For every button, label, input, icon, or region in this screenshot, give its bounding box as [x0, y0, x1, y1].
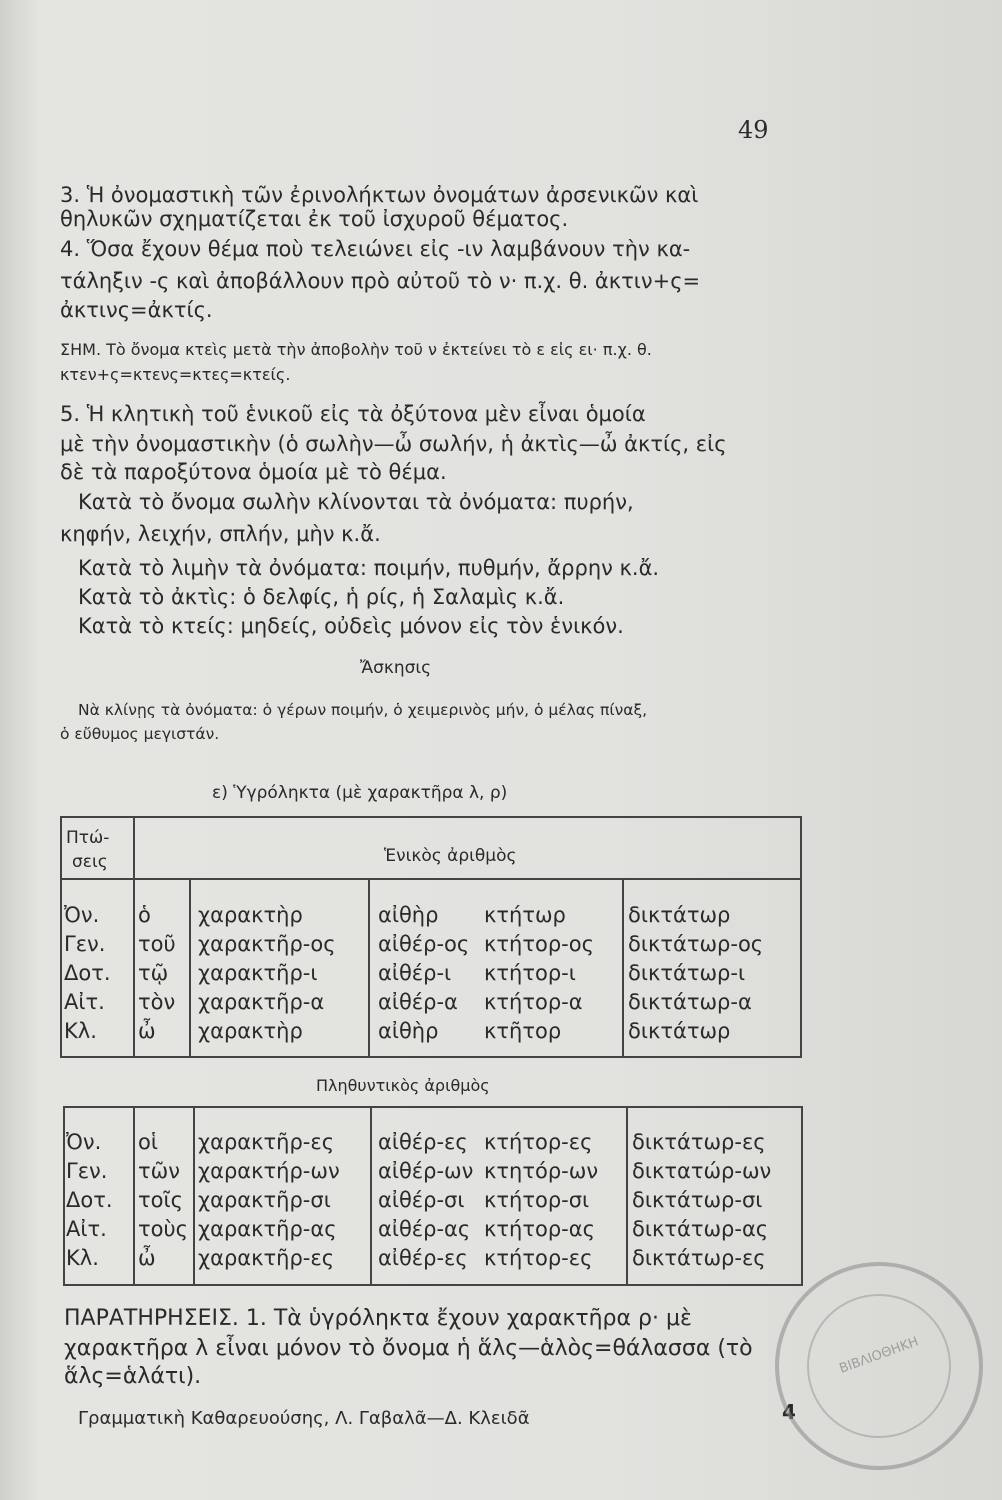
- plural-cell-c1: χαρακτῆρ-ες: [198, 1130, 335, 1154]
- plural-cell-art: ὦ: [138, 1246, 156, 1270]
- paragraph-7: Κατὰ τὸ λιμὴν τὰ ὀνόματα: ποιμήν, πυθμήν, ἄρρην κ.ἄ.: [78, 556, 660, 580]
- plural-cell-c4: δικτάτωρ-σι: [632, 1188, 763, 1212]
- col-header-line2: σεις: [72, 852, 108, 872]
- singular-cell-c1: χαρακτὴρ: [198, 903, 303, 927]
- singular-cell-art: ὁ: [138, 903, 151, 927]
- plural-col-divider-2: [193, 1106, 195, 1284]
- plural-cell-case: Γεν.: [66, 1159, 108, 1183]
- plural-cell-c2: αἰθέρ-ας: [378, 1217, 471, 1241]
- plural-cell-c2: αἰθέρ-ων: [378, 1159, 474, 1183]
- plural-cell-c4: δικτάτωρ-ας: [632, 1217, 769, 1241]
- paragraph-3-line2: θηλυκῶν σχηματίζεται ἐκ τοῦ ἰσχυροῦ θέματος.: [60, 207, 569, 231]
- paragraph-5-line1: 5. Ἡ κλητικὴ τοῦ ἑνικοῦ εἰς τὰ ὀξύτονα μὲν εἶναι ὁμοία: [60, 402, 646, 426]
- singular-cell-c2: αἰθὴρ: [378, 1019, 439, 1043]
- singular-cell-case: Ὀν.: [64, 903, 100, 927]
- remarks-line2: χαρακτῆρα λ εἶναι μόνον τὸ ὄνομα ἡ ἅλς—ἁλὸς=θάλασσα (τὸ: [64, 1336, 753, 1361]
- col-header-line1: Πτώ-: [66, 828, 110, 848]
- singular-cell-c3: κτήτωρ: [484, 903, 566, 927]
- singular-cell-c3: κτήτορ-ι: [484, 961, 576, 985]
- singular-col-divider-3: [368, 878, 370, 1056]
- singular-cell-c3: κτῆτορ: [484, 1019, 562, 1043]
- singular-cell-c2: αἰθὴρ: [378, 903, 439, 927]
- plural-col-divider-3: [370, 1106, 372, 1284]
- plural-cell-c3: κτήτορ-σι: [484, 1188, 590, 1212]
- plural-cell-c2: αἰθέρ-ες: [378, 1246, 468, 1270]
- paragraph-4-line1: 4. Ὅσα ἔχουν θέμα ποὺ τελειώνει εἰς -ιν λαμβάνουν τὴν κα-: [60, 237, 691, 261]
- exercise-line2: ὁ εὔθυμος μεγιστάν.: [60, 725, 220, 743]
- singular-cell-c4: δικτάτωρ-ι: [628, 961, 746, 985]
- plural-cell-case: Κλ.: [66, 1246, 99, 1270]
- singular-cell-art: τοῦ: [138, 932, 176, 956]
- plural-cell-art: τοῖς: [138, 1188, 183, 1212]
- paragraph-6-line2: κηφήν, λειχήν, σπλήν, μὴν κ.ἄ.: [60, 522, 381, 546]
- singular-col-divider-4: [622, 878, 624, 1056]
- plural-cell-c4: δικτάτωρ-ες: [632, 1130, 766, 1154]
- singular-cell-case: Γεν.: [64, 932, 106, 956]
- singular-cell-c4: δικτάτωρ-α: [628, 990, 752, 1014]
- plural-cell-c3: κτήτορ-ες: [484, 1246, 593, 1270]
- paragraph-5-line2: μὲ τὴν ὀνομαστικὴν (ὁ σωλὴν—ὦ σωλήν, ἡ ἀκτὶς—ὦ ἀκτίς, εἰς: [60, 432, 727, 456]
- plural-cell-art: τοὺς: [138, 1217, 188, 1241]
- plural-cell-c4: δικτατώρ-ων: [632, 1159, 772, 1183]
- plural-cell-case: Δοτ.: [66, 1188, 113, 1212]
- signature-mark: 4: [782, 1400, 796, 1424]
- paragraph-6-line1: Κατὰ τὸ ὄνομα σωλὴν κλίνονται τὰ ὀνόματα: πυρήν,: [78, 490, 634, 514]
- remarks-line3: ἅλς=ἁλάτι).: [64, 1364, 202, 1389]
- plural-cell-c2: αἰθέρ-ες: [378, 1130, 468, 1154]
- note-line1: ΣΗΜ. Τὸ ὄνομα κτεὶς μετὰ τὴν ἀποβολὴν τοῦ ν ἐκτείνει τὸ ε εἰς ει· π.χ. θ.: [60, 340, 652, 359]
- footer-title: Γραμματικὴ Καθαρευούσης, Λ. Γαβαλᾶ—Δ. Κλειδᾶ: [78, 1408, 530, 1429]
- singular-cell-c3: κτήτορ-ος: [484, 932, 594, 956]
- plural-cell-c1: χαρακτήρ-ων: [198, 1159, 340, 1183]
- singular-cell-art: ὦ: [138, 1019, 156, 1043]
- singular-cell-c4: δικτάτωρ: [628, 1019, 731, 1043]
- paragraph-5-line3: δὲ τὰ παροξύτονα ὁμοία μὲ τὸ θέμα.: [60, 460, 447, 484]
- singular-header-divider: [60, 878, 800, 880]
- singular-cell-case: Κλ.: [64, 1019, 97, 1043]
- singular-cell-case: Αἰτ.: [64, 990, 105, 1014]
- singular-cell-case: Δοτ.: [64, 961, 111, 985]
- section-title: ε) Ὑγρόληκτα (μὲ χαρακτῆρα λ, ρ): [212, 783, 508, 803]
- plural-cell-c1: χαρακτῆρ-ας: [198, 1217, 337, 1241]
- exercise-title: Ἄσκησις: [360, 658, 432, 678]
- singular-cell-c2: αἰθέρ-α: [378, 990, 458, 1014]
- plural-cell-c1: χαρακτῆρ-σι: [198, 1188, 331, 1212]
- plural-cell-art: τῶν: [138, 1159, 180, 1183]
- singular-cell-c1: χαρακτῆρ-α: [198, 990, 325, 1014]
- plural-cell-case: Αἰτ.: [66, 1217, 107, 1241]
- plural-cell-c3: κτήτορ-ας: [484, 1217, 595, 1241]
- singular-title: Ἑνικὸς ἀριθμὸς: [384, 846, 517, 866]
- plural-cell-c4: δικτάτωρ-ες: [632, 1246, 766, 1270]
- note-line2: κτεν+ς=κτενς=κτες=κτείς.: [60, 365, 291, 384]
- singular-cell-c4: δικτάτωρ-ος: [628, 932, 764, 956]
- plural-cell-case: Ὀν.: [66, 1130, 102, 1154]
- singular-cell-c1: χαρακτῆρ-ος: [198, 932, 336, 956]
- singular-cell-art: τῷ: [138, 961, 169, 985]
- stamp-text: ΒΙΒΛΙΟΘΗΚΗ: [837, 1334, 921, 1377]
- paragraph-9: Κατὰ τὸ κτείς: μηδείς, οὐδεὶς μόνον εἰς τὸν ἑνικόν.: [78, 614, 624, 638]
- paragraph-3-line1: 3. Ἡ ὀνομαστικὴ τῶν ἐρινολήκτων ὀνομάτων ἀρσενικῶν καὶ: [60, 183, 699, 207]
- singular-cell-c2: αἰθέρ-ι: [378, 961, 452, 985]
- plural-title: Πληθυντικὸς ἀριθμὸς: [316, 1076, 490, 1095]
- paragraph-4-line3: ἀκτινς=ἀκτίς.: [60, 298, 213, 322]
- plural-cell-c2: αἰθέρ-σι: [378, 1188, 465, 1212]
- plural-cell-c1: χαρακτῆρ-ες: [198, 1246, 335, 1270]
- plural-col-divider-4: [626, 1106, 628, 1284]
- paragraph-8: Κατὰ τὸ ἀκτὶς: ὁ δελφίς, ἡ ρίς, ἡ Σαλαμὶς κ.ἄ.: [78, 585, 565, 609]
- singular-cell-c1: χαρακτὴρ: [198, 1019, 303, 1043]
- plural-cell-art: οἱ: [138, 1130, 158, 1154]
- page-number: 49: [738, 116, 769, 144]
- singular-cell-c4: δικτάτωρ: [628, 903, 731, 927]
- singular-cell-c1: χαρακτῆρ-ι: [198, 961, 318, 985]
- singular-col-divider-1: [133, 816, 135, 1056]
- exercise-line1: Νὰ κλίνῃς τὰ ὀνόματα: ὁ γέρων ποιμήν, ὁ χειμερινὸς μήν, ὁ μέλας πίναξ,: [78, 701, 648, 719]
- plural-col-divider-1: [133, 1106, 135, 1284]
- plural-cell-c3: κτήτορ-ες: [484, 1130, 593, 1154]
- paragraph-4-line2: τάληξιν -ς καὶ ἀποβάλλουν πρὸ αὐτοῦ τὸ ν· π.χ. θ. ἀκτιν+ς=: [60, 269, 701, 293]
- singular-cell-c3: κτήτορ-α: [484, 990, 583, 1014]
- singular-col-divider-2: [189, 878, 191, 1056]
- remarks-line1: ΠΑΡΑΤΗΡΗΣΕΙΣ. 1. Τὰ ὑγρόληκτα ἔχουν χαρακτῆρα ρ· μὲ: [64, 1306, 692, 1331]
- library-stamp: [775, 1262, 983, 1470]
- singular-cell-art: τὸν: [138, 990, 176, 1014]
- singular-cell-c2: αἰθέρ-ος: [378, 932, 470, 956]
- plural-cell-c3: κτητόρ-ων: [484, 1159, 599, 1183]
